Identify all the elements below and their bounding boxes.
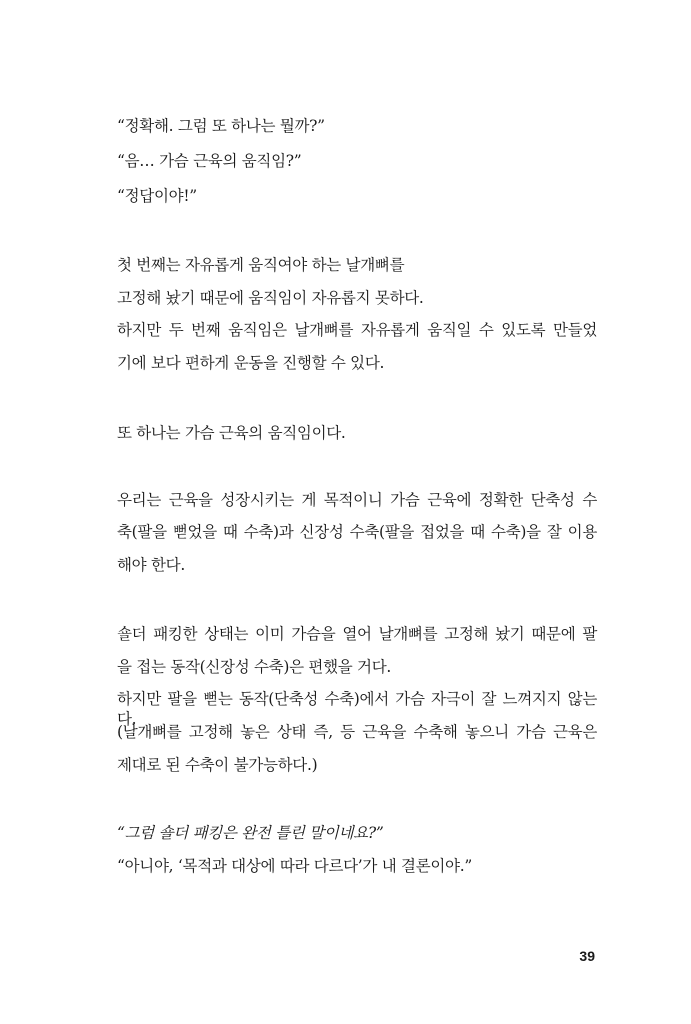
- body-text-line: 제대로 된 수축이 불가능하다.): [117, 756, 318, 774]
- body-text-line: 하지만 팔을 뻗는 동작(단축성 수축)에서 가슴 자극이 잘 느껴지지 않는다.: [117, 690, 597, 728]
- dialogue-line: “정답이야!”: [117, 187, 197, 205]
- body-text-line: 또 하나는 가슴 근육의 움직임이다.: [117, 424, 346, 442]
- dialogue-line: “아니야, ‘목적과 대상에 따라 다르다’가 내 결론이야.”: [117, 857, 472, 875]
- body-text-line: (날개뼈를 고정해 놓은 상태 즉, 등 근육을 수축해 놓으니 가슴 근육은: [117, 723, 597, 741]
- page-number: 39: [579, 948, 595, 964]
- body-text-line: 기에 보다 편하게 운동을 진행할 수 있다.: [117, 354, 385, 372]
- body-text-line: 하지만 두 번째 움직임은 날개뼈를 자유롭게 움직일 수 있도록 만들었: [117, 321, 597, 339]
- body-text-line: 해야 한다.: [117, 556, 185, 574]
- body-text-line: 숄더 패킹한 상태는 이미 가슴을 열어 날개뼈를 고정해 놨기 때문에 팔: [117, 625, 597, 643]
- body-text-line: 축(팔을 뻗었을 때 수축)과 신장성 수축(팔을 접었을 때 수축)을 잘 이용: [117, 523, 597, 541]
- body-text-line: 고정해 놨기 때문에 움직임이 자유롭지 못하다.: [117, 289, 424, 307]
- body-text-line: 을 접는 동작(신장성 수축)은 편했을 거다.: [117, 658, 392, 676]
- body-text-line: 첫 번째는 자유롭게 움직여야 하는 날개뼈를: [117, 256, 405, 274]
- dialogue-line: “정확해. 그럼 또 하나는 뭘까?”: [117, 117, 325, 135]
- body-text-line: 우리는 근육을 성장시키는 게 목적이니 가슴 근육에 정확한 단축성 수: [117, 491, 597, 509]
- dialogue-line: “음… 가슴 근육의 움직임?”: [117, 152, 302, 170]
- dialogue-line-italic: “그럼 숄더 패킹은 완전 틀린 말이네요?”: [117, 824, 384, 842]
